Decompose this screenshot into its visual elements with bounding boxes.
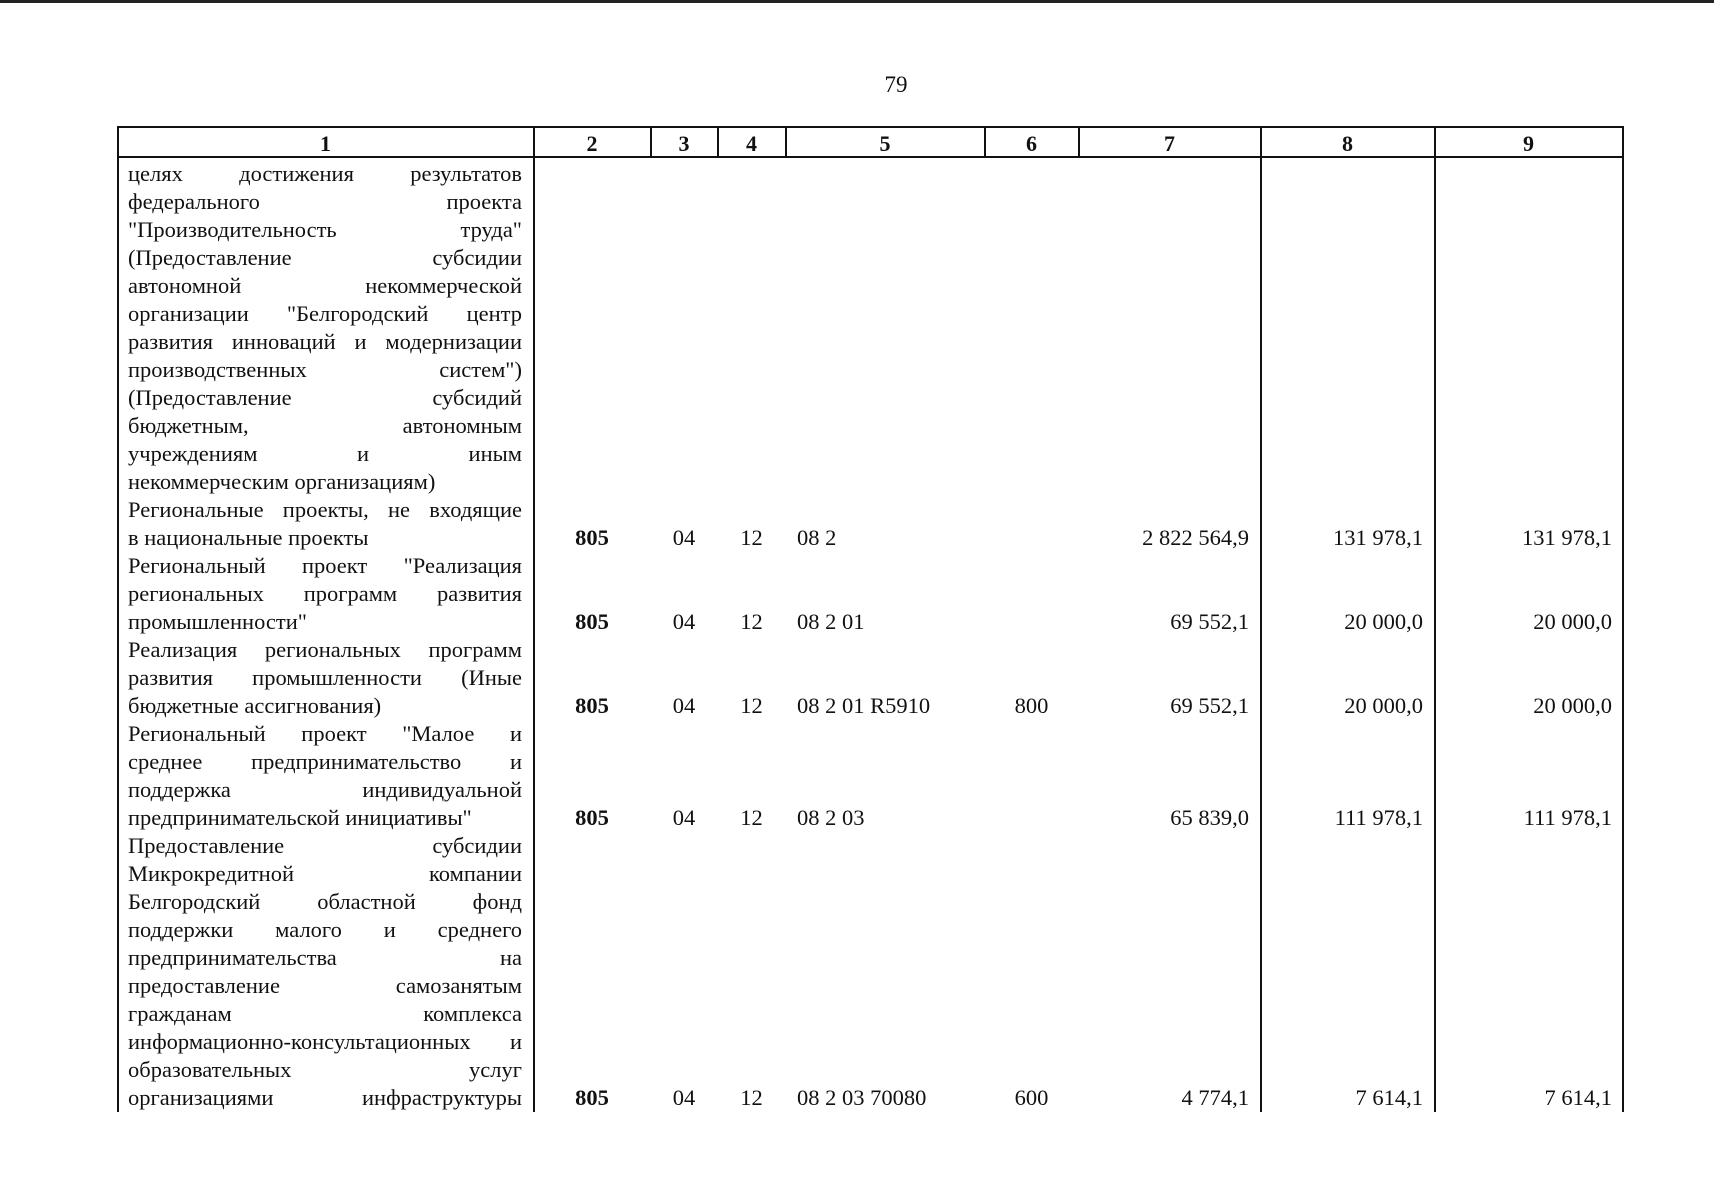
cell-col-2: 805 bbox=[575, 805, 609, 830]
cell-col-8: 20 000,0 bbox=[1344, 609, 1423, 634]
header-col-3: 3 bbox=[678, 131, 690, 156]
cell-col-4: 12 bbox=[740, 525, 763, 550]
row-description-line: региональных программ развития bbox=[128, 581, 522, 606]
cell-col-4: 12 bbox=[740, 805, 763, 830]
cell-col-3: 04 bbox=[672, 525, 696, 550]
cell-col-5: 08 2 bbox=[797, 525, 837, 550]
cell-col-6: 600 bbox=[1014, 1085, 1049, 1110]
col-divider-left bbox=[117, 126, 119, 1112]
cell-col-7: 4 774,1 bbox=[1181, 1085, 1249, 1110]
row-description-line: организации "Белгородский центр bbox=[128, 301, 522, 326]
cell-col-3: 04 bbox=[672, 805, 696, 830]
cell-col-9: 111 978,1 bbox=[1523, 805, 1612, 830]
cell-col-8: 111 978,1 bbox=[1334, 805, 1423, 830]
cell-col-9: 20 000,0 bbox=[1533, 693, 1612, 718]
row-description-line: развития инноваций и модернизации bbox=[128, 329, 522, 354]
row-description-line: гражданам комплекса bbox=[128, 1001, 522, 1026]
cell-col-2: 805 bbox=[575, 693, 609, 718]
cell-col-8: 7 614,1 bbox=[1355, 1085, 1423, 1110]
row-description-line: Реализация региональных программ bbox=[128, 637, 522, 662]
row-description-line: Предоставление субсидии bbox=[128, 833, 522, 858]
row-description-line: среднее предпринимательство и bbox=[128, 749, 522, 774]
row-description-line: Региональные проекты, не входящие bbox=[128, 497, 522, 522]
cell-col-5: 08 2 01 R5910 bbox=[797, 693, 931, 718]
header-col-4: 4 bbox=[746, 131, 757, 156]
row-description-line: (Предоставление субсидии bbox=[128, 245, 522, 270]
row-description-line: автономной некоммерческой bbox=[128, 273, 522, 298]
table-top-border bbox=[117, 126, 1623, 128]
row-description-line: образовательных услуг bbox=[128, 1057, 522, 1082]
row-description-line: развития промышленности (Иные bbox=[128, 665, 522, 690]
row-description-line: федерального проекта bbox=[128, 189, 522, 214]
row-description-line: предпринимательства на bbox=[128, 945, 522, 970]
row-description-line: предпринимательской инициативы" bbox=[128, 805, 472, 830]
row-description-line: поддержки малого и среднего bbox=[128, 917, 522, 942]
row-description-line: целях достижения результатов bbox=[128, 161, 522, 186]
row-description-line: производственных систем") bbox=[128, 357, 522, 382]
header-col-1: 1 bbox=[320, 131, 331, 156]
header-col-2: 2 bbox=[586, 131, 598, 156]
header-col-6: 6 bbox=[1026, 131, 1037, 156]
cell-col-8: 20 000,0 bbox=[1344, 693, 1423, 718]
cell-col-2: 805 bbox=[575, 609, 609, 634]
row-description-line: бюджетные ассигнования) bbox=[128, 693, 382, 718]
cell-col-2: 805 bbox=[575, 1085, 609, 1110]
cell-col-7: 69 552,1 bbox=[1170, 693, 1249, 718]
cell-col-5: 08 2 03 70080 bbox=[797, 1085, 927, 1110]
cell-col-5: 08 2 03 bbox=[797, 805, 865, 830]
cell-col-7: 65 839,0 bbox=[1170, 805, 1249, 830]
row-description-line: поддержка индивидуальной bbox=[128, 777, 522, 802]
cell-col-3: 04 bbox=[672, 1085, 696, 1110]
cell-col-8: 131 978,1 bbox=[1333, 525, 1423, 550]
cell-col-3: 04 bbox=[672, 609, 696, 634]
cell-col-5: 08 2 01 bbox=[797, 609, 865, 634]
cell-col-6: 800 bbox=[1014, 693, 1049, 718]
header-col-7: 7 bbox=[1164, 131, 1175, 156]
row-description-line: промышленности" bbox=[128, 609, 307, 634]
cell-col-7: 2 822 564,9 bbox=[1142, 525, 1249, 550]
row-description-line: организациями инфраструктуры bbox=[128, 1085, 522, 1110]
row-description-line: Микрокредитной компании bbox=[128, 861, 522, 886]
cell-col-9: 20 000,0 bbox=[1533, 609, 1612, 634]
cell-col-7: 69 552,1 bbox=[1170, 609, 1249, 634]
cell-col-2: 805 bbox=[575, 525, 609, 550]
cell-col-4: 12 bbox=[740, 1085, 763, 1110]
header-col-5: 5 bbox=[879, 131, 891, 156]
row-description-line: Белгородский областной фонд bbox=[128, 889, 522, 914]
row-description-line: предоставление самозанятым bbox=[128, 973, 522, 998]
row-description-line: "Производительность труда" bbox=[128, 217, 522, 242]
cell-col-9: 7 614,1 bbox=[1544, 1085, 1612, 1110]
row-description-line: некоммерческим организациям) bbox=[128, 469, 436, 494]
page-number: 79 bbox=[884, 72, 908, 97]
col-divider-right bbox=[1622, 126, 1624, 1112]
header-col-9: 9 bbox=[1523, 131, 1534, 156]
row-description-line: (Предоставление субсидий bbox=[128, 385, 522, 410]
scan-top-border bbox=[0, 0, 1714, 3]
row-description-line: в национальные проекты bbox=[128, 525, 369, 550]
cell-col-4: 12 bbox=[740, 609, 763, 634]
row-description-line: Региональный проект "Реализация bbox=[128, 553, 522, 578]
cell-col-9: 131 978,1 bbox=[1522, 525, 1612, 550]
cell-col-3: 04 bbox=[672, 693, 696, 718]
row-description-line: учреждениям и иным bbox=[128, 441, 522, 466]
row-description-line: Региональный проект "Малое и bbox=[128, 721, 522, 746]
row-description-line: бюджетным, автономным bbox=[128, 413, 522, 438]
row-description-line: информационно-консультационных и bbox=[128, 1029, 522, 1054]
cell-col-4: 12 bbox=[740, 693, 763, 718]
header-col-8: 8 bbox=[1342, 131, 1353, 156]
